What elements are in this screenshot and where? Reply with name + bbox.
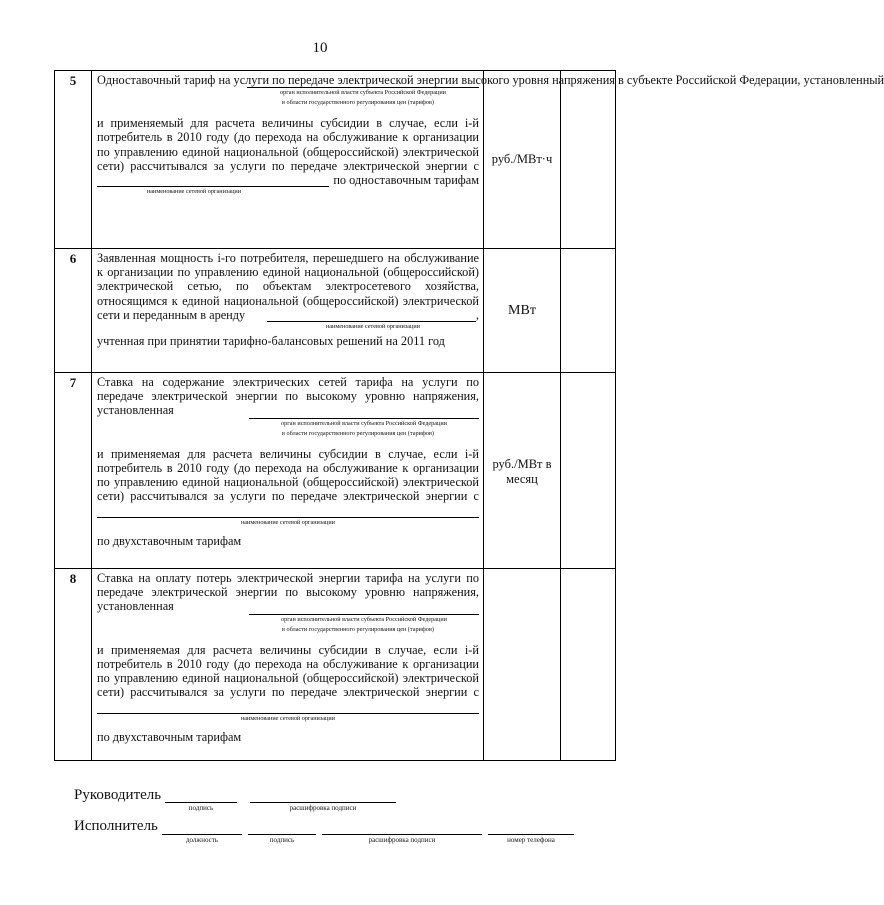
- value-cell: [561, 373, 616, 569]
- head-caption-name: расшифровка подписи: [289, 804, 357, 812]
- page-number: 10: [312, 40, 328, 56]
- table-row: [55, 249, 616, 373]
- value-cell: [561, 71, 616, 249]
- head-name-line[interactable]: [250, 802, 396, 803]
- executor-sign-line[interactable]: [248, 834, 316, 835]
- row-description: Заявленная мощность i-го потребителя, перешедшего на обслуживание к организации по управлению единой национальной (общероссийской) электрической сетью, по объектам электросетевого хозяйства, относящимся к единой национальной (общероссийской) электрической сети и переданным в аренду , наименование сетевой организации учтенная при принятии тарифно-балансовых решений на 2011 год: [92, 249, 484, 373]
- row-text: и применяемая для расчета величины субсидии в случае, если i-й потребитель в 2010 году (до перехода на обслуживание к организации по управлению единой национальной (общероссийской) электрической сети) рассчитывался за услуги по передаче электрической энергии с: [97, 446, 479, 504]
- row-text: Ставка на оплату потерь электрической энергии тарифа на услуги по передаче электрической энергии по высокому уровню напряжения, установленная: [97, 571, 479, 614]
- table-row: [55, 373, 616, 569]
- row-number: 5: [55, 71, 92, 249]
- executor-caption-name: расшифровка подписи: [368, 836, 436, 844]
- row-number: 7: [55, 373, 92, 569]
- row-text: и применяемая для расчета величины субсидии в случае, если i-й потребитель в 2010 году (до перехода на обслуживание к организации по управлению единой национальной (общероссийской) электрической сети) рассчитывался за услуги по передаче электрической энергии с: [97, 642, 479, 700]
- row-text: Одноставочный тариф на услуги по передаче электрической энергии высокого уровня напряжения в субъекте Российской Федерации, установленный: [97, 73, 884, 87]
- row-tail: по одноставочным тарифам: [333, 173, 479, 188]
- network-org-line: [97, 503, 479, 518]
- caption-authority-area: в области государственного регулирования цен (тарифов): [282, 429, 434, 437]
- caption-network-org: наименование сетевой организации: [240, 715, 335, 723]
- indicator-table: [54, 70, 884, 761]
- caption-authority: орган исполнительной власти субъекта Российской Федерации: [247, 87, 479, 98]
- row-description: [92, 569, 484, 761]
- row-text: Заявленная мощность i-го потребителя, перешедшего на обслуживание к организации по управлению единой национальной (общероссийской) электрической сетью, по объектам электросетевого хозяйства, относящимся к единой национальной (общероссийской) электрической сети и переданным в аренду: [97, 251, 479, 322]
- executor-caption-position: должность: [185, 836, 219, 844]
- executor-position-line[interactable]: [162, 834, 242, 835]
- caption-network-org: наименование сетевой организации: [240, 519, 335, 527]
- executor-caption-phone: номер телефона: [507, 836, 555, 844]
- unit-cell: МВт: [484, 249, 561, 373]
- executor-name-line[interactable]: [322, 834, 482, 835]
- row-tail: по двухставочным тарифам: [97, 730, 242, 745]
- row-tail: учтенная при принятии тарифно-балансовых решений на 2011 год: [97, 334, 445, 349]
- network-org-line: [267, 309, 476, 322]
- caption-authority-area: в области государственного регулирования цен (тарифов): [282, 99, 434, 107]
- caption-network-org: наименование сетевой организации: [325, 323, 420, 331]
- network-org-line: [97, 699, 479, 714]
- row-text: Ставка на содержание электрических сетей тарифа на услуги по передаче электрической энергии по высокому уровню напряжения, установленная: [97, 375, 479, 418]
- row-description: [92, 373, 484, 569]
- caption-authority-area: в области государственного регулирования цен (тарифов): [282, 625, 434, 633]
- row-text: и применяемый для расчета величины субсидии в случае, если i-й потребитель в 2010 году (до перехода на обслуживание к организации по управлению единой национальной (общероссийской) электрической сети) рассчитывался за услуги по передаче электрической энергии с: [97, 116, 479, 173]
- head-label: Руководитель: [74, 787, 162, 803]
- caption-network-org: наименование сетевой организации: [147, 188, 242, 196]
- table-row: [55, 569, 616, 761]
- unit-cell: руб./МВт в месяц: [484, 373, 561, 569]
- caption-authority: орган исполнительной власти субъекта Российской Федерации: [249, 418, 479, 429]
- row-number: 8: [55, 569, 92, 761]
- row-number: 6: [55, 249, 92, 373]
- table-row: [55, 71, 616, 249]
- caption-authority: орган исполнительной власти субъекта Российской Федерации: [249, 614, 479, 625]
- unit-cell: [484, 569, 561, 761]
- executor-phone-line[interactable]: [488, 834, 574, 835]
- value-cell: [561, 569, 616, 761]
- unit-cell: руб./МВт·ч: [484, 71, 561, 249]
- head-sign-line[interactable]: [165, 802, 237, 803]
- row-tail: по двухставочным тарифам: [97, 534, 242, 549]
- executor-label: Исполнитель: [74, 818, 158, 834]
- network-org-line: [97, 174, 329, 187]
- executor-caption-sign: подпись: [269, 836, 295, 844]
- value-cell: [561, 249, 616, 373]
- head-caption-sign: подпись: [188, 804, 214, 812]
